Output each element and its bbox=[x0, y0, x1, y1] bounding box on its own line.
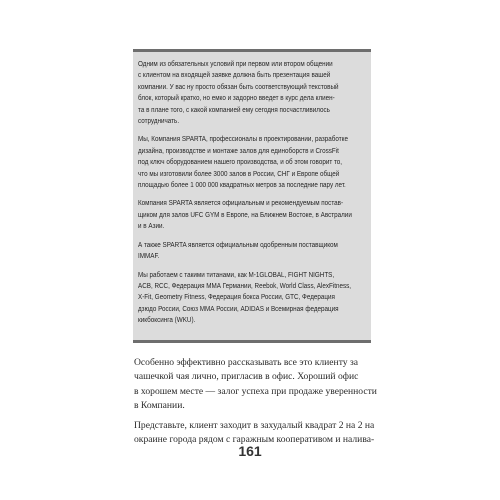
text-line: та в плане того, с какой компанией ему сегодня посчастливилось bbox=[138, 106, 330, 114]
text-line: IMMAF. bbox=[138, 253, 160, 261]
text-line: под ключ оборудованием нашего производства, и об этом говорит то, bbox=[138, 159, 343, 167]
text-line: Мы, Компания SPARTA, профессионалы в проектировании, разработке bbox=[138, 136, 348, 144]
box-paragraph-4 bbox=[138, 240, 367, 263]
text-line: Компания SPARTA является официальным и рекомендуемым постав- bbox=[138, 200, 344, 208]
text-line: блок, который кратко, но емко и задорно введет в курс дела клиен- bbox=[138, 95, 335, 103]
text-line: X-Fit, Geometry Fitness, Федерация бокса России, GTC, Федерация bbox=[138, 294, 335, 302]
text-line: сотрудничать. bbox=[138, 118, 180, 126]
text-line: А также SPARTA является официальным одобренным поставщиком bbox=[138, 241, 338, 249]
text-line: кикбоксинга (WKU). bbox=[138, 317, 196, 325]
text-line: с клиентом на входящей заявке должна быть презентация вашей bbox=[138, 72, 331, 80]
text-line: дзюдо России, Союз ММА России, ADIDAS и Всемирная федерация bbox=[138, 305, 339, 313]
body-paragraph-1 bbox=[134, 356, 377, 413]
highlight-box bbox=[133, 49, 371, 343]
text-line: Представьте, клиент заходит в захудалый квадрат 2 на 2 на bbox=[134, 420, 375, 432]
box-paragraph-2 bbox=[138, 134, 367, 191]
text-line: Особенно эффективно рассказывать все это клиенту за bbox=[134, 357, 359, 368]
box-paragraph-1 bbox=[138, 59, 367, 127]
text-line: Мы работаем с такими титанами, как M-1GLOBAL, FIGHT NIGHTS, bbox=[138, 271, 335, 279]
text-line: дизайна, производстве и монтаже залов для единоборств и CrossFit bbox=[138, 147, 339, 155]
text-line: и в Азии. bbox=[138, 223, 165, 231]
text-line: чашечкой чая лично, пригласив в офис. Хороший офис bbox=[134, 371, 359, 383]
text-line: компании. У вас ну просто обязан быть соответствующий текстовый bbox=[138, 83, 339, 91]
box-paragraph-5 bbox=[138, 270, 367, 327]
page-number: 161 bbox=[238, 443, 262, 459]
text-line: ACB, RCC, Федерация ММА Германии, Reebok, World Class, AlexFitness, bbox=[138, 282, 352, 290]
text-line: окраине города рядом с гаражным кооперативом и налива- bbox=[134, 434, 375, 446]
body-text bbox=[134, 356, 377, 454]
text-line: что мы изготовили более 3000 залов в России, СНГ и Европе общей bbox=[138, 170, 340, 178]
text-line: в Компании. bbox=[134, 399, 185, 411]
text-line: щиком для залов UFC GYM в Европе, на Ближнем Востоке, в Австралии bbox=[138, 211, 352, 219]
text-line: в хорошем месте — залог успеха при продаже уверенности bbox=[134, 385, 377, 397]
text-line: Одним из обязательных условий при первом или втором общении bbox=[138, 61, 333, 68]
text-line: площадью более 1 000 000 квадратных метров за последние пару лет. bbox=[138, 182, 346, 190]
box-paragraph-3 bbox=[138, 198, 367, 232]
